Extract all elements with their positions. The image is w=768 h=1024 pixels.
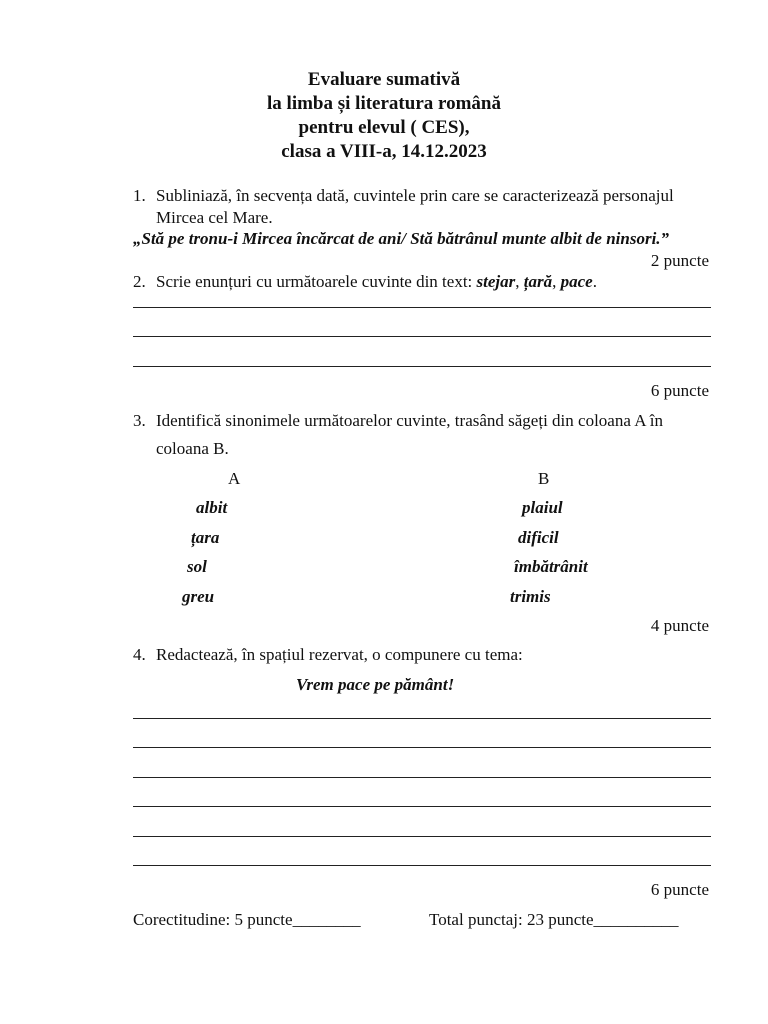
col-a-word-4[interactable]: greu	[182, 587, 215, 606]
q2-sep-1: ,	[515, 272, 524, 291]
q2-word-3: pace	[560, 272, 593, 291]
col-a-word-1[interactable]: albit	[196, 498, 228, 517]
q3-text-line2: coloana B.	[156, 439, 229, 458]
col-b-word-1[interactable]: plaiul	[522, 498, 563, 517]
q2-prompt: Scrie enunțuri cu următoarele cuvinte din text:	[156, 272, 477, 291]
q4-answer-line-5[interactable]	[133, 836, 711, 837]
q2-points: 6 puncte	[650, 381, 709, 400]
q3-points: 4 puncte	[650, 616, 709, 635]
title-line-4: clasa a VIII-a, 14.12.2023	[281, 141, 487, 162]
q4-answer-line-1[interactable]	[133, 718, 711, 719]
total-points: Total punctaj: 23 puncte__________	[429, 910, 679, 929]
q1-text-line2: Mircea cel Mare.	[156, 208, 273, 227]
column-b-header: B	[538, 469, 550, 488]
q3-number: 3.	[133, 411, 146, 430]
q3-text-line1: Identifică sinonimele următoarelor cuvinte, trasând săgeți din coloana A în	[156, 411, 664, 430]
q4-answer-line-2[interactable]	[133, 747, 711, 748]
q2-answer-line-1[interactable]	[133, 307, 711, 308]
q4-text: Redactează, în spațiul rezervat, o compunere cu tema:	[156, 645, 523, 664]
title-line-3: pentru elevul ( CES),	[298, 117, 470, 138]
q1-text-line1: Subliniază, în secvența dată, cuvintele prin care se caracterizează personajul	[156, 186, 674, 205]
q2-end: .	[592, 272, 597, 291]
q4-answer-line-3[interactable]	[133, 777, 711, 778]
q4-theme: Vrem pace pe pământ!	[296, 675, 455, 694]
col-a-word-2[interactable]: țara	[191, 528, 220, 547]
document-title	[0, 68, 768, 164]
col-b-word-4[interactable]: trimis	[510, 587, 551, 606]
col-b-word-3[interactable]: îmbătrânit	[514, 557, 588, 576]
q1-points: 2 puncte	[650, 251, 709, 270]
title-line-1: Evaluare sumativă	[307, 69, 461, 90]
q1-number: 1.	[133, 186, 146, 205]
column-a-header: A	[228, 469, 241, 488]
q2-number: 2.	[133, 272, 146, 291]
q2-answer-line-3[interactable]	[133, 366, 711, 367]
title-line-2: la limba și literatura română	[267, 93, 501, 114]
q4-number: 4.	[133, 645, 146, 664]
col-a-word-3[interactable]: sol	[187, 557, 207, 576]
correctness-points: Corectitudine: 5 puncte________	[133, 910, 361, 929]
q4-points: 6 puncte	[650, 880, 709, 899]
q1-quote: „Stă pe tronu-i Mircea încărcat de ani/ Stă bătrânul munte albit de ninsori.”	[133, 229, 670, 248]
q2-word-2: țară	[523, 272, 553, 291]
q2-text	[156, 272, 597, 292]
q4-answer-line-4[interactable]	[133, 806, 711, 807]
q2-sep-2: ,	[552, 272, 561, 291]
q2-word-1: stejar	[476, 272, 516, 291]
q2-answer-line-2[interactable]	[133, 336, 711, 337]
col-b-word-2[interactable]: dificil	[518, 528, 559, 547]
q4-answer-line-6[interactable]	[133, 865, 711, 866]
